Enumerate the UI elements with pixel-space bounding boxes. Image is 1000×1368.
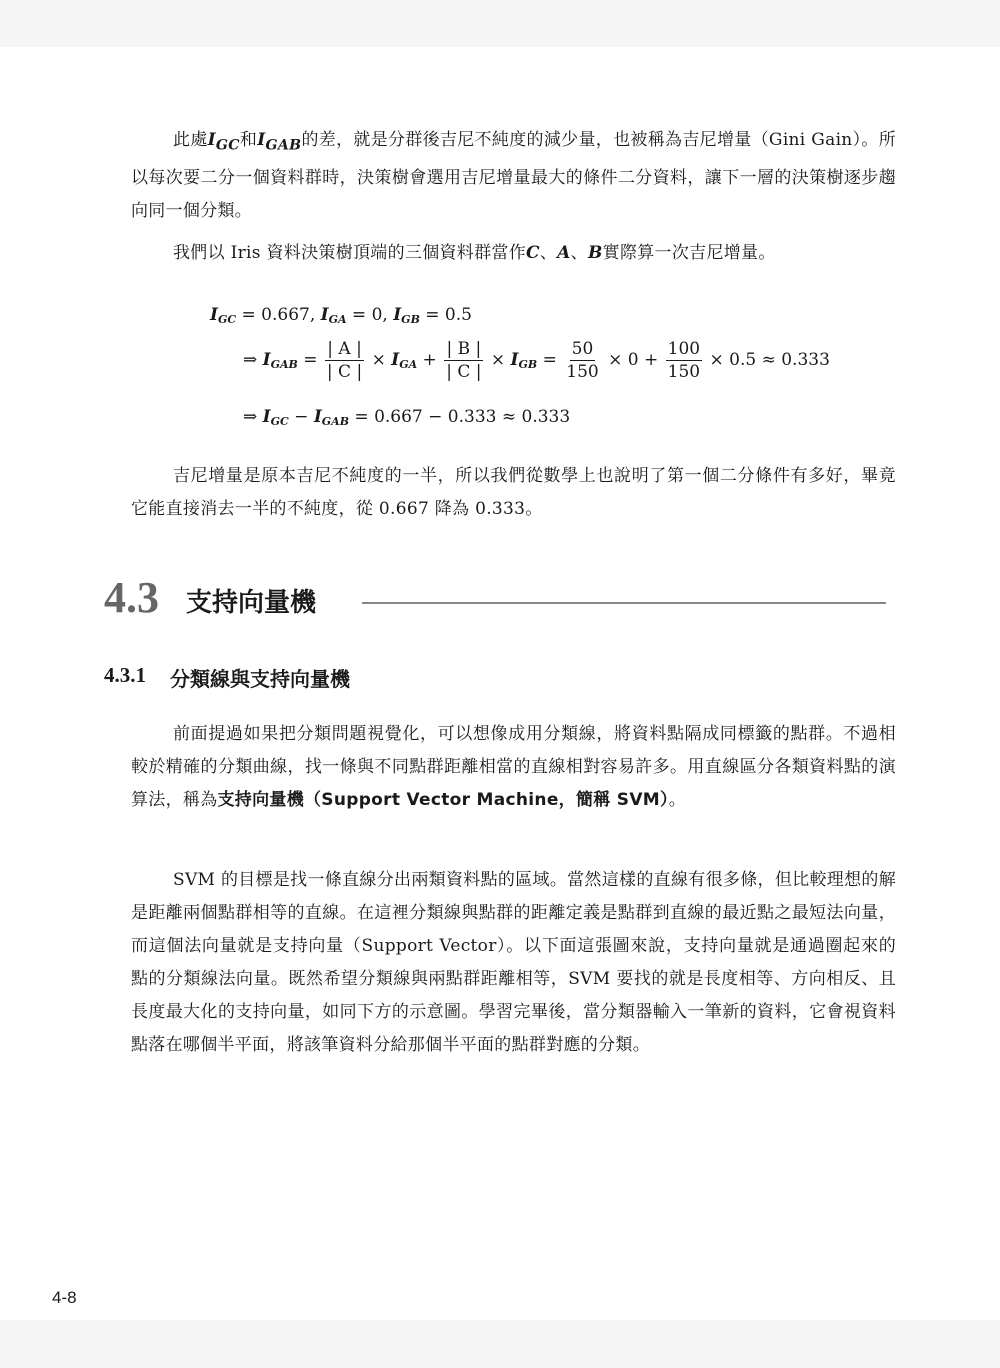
term-svm: 支持向量機（Support Vector Machine，簡稱 SVM） bbox=[217, 790, 669, 810]
paragraph-iris-example: 我們以 Iris 資料決策樹頂端的三個資料群當作C、A、B實際算一次吉尼增量。 bbox=[173, 243, 776, 263]
symbol-a: A bbox=[557, 243, 571, 263]
subsection-number: 4.3.1 bbox=[104, 663, 146, 687]
paragraph-gain-conclusion: 吉尼增量是原本吉尼不純度的一半，所以我們從數學上也說明了第一個二分條件有多好，畢竟它能直接消去一半的不純度，從 0.667 降為 0.333。 bbox=[131, 466, 896, 519]
paragraph-svm-intro: 前面提過如果把分類問題視覺化，可以想像成用分類線，將資料點隔成同標籤的點群。不過相較於精確的分類曲線，找一條與不同點群距離相當的直線相對容易許多。用直線區分各類資料點的演算法，稱為支持向量機（Support Vector Machine，簡稱 SVM）。 bbox=[131, 724, 896, 810]
page-number: 4-8 bbox=[52, 1288, 77, 1307]
text: 此處 bbox=[173, 130, 208, 150]
fraction-100-over-150: $\frac{100}{150}$ bbox=[667, 339, 701, 382]
bottom-margin-band bbox=[0, 1320, 1000, 1368]
section-title: 支持向量機 bbox=[186, 588, 317, 618]
equation-line-2: ⇒ $I_{GAB}$ = $\frac{| A |}{| C |}$ × $I_{GA}$ + $\frac{| B |}{| C |}$ × $I_{GB}$ = $\frac{50}{150}$ × 0 + $\frac{100}{150}$ × 0.5 ≈ 0.333 bbox=[243, 339, 830, 382]
top-margin-band bbox=[0, 0, 1000, 47]
paragraph-gini-gain bbox=[131, 124, 896, 228]
section-number: 4.3 bbox=[104, 573, 159, 622]
section-divider bbox=[362, 602, 886, 604]
fraction-a-over-c: $\frac{| A |}{| C |}$ bbox=[326, 339, 363, 382]
paragraph-svm-goal: SVM 的目標是找一條直線分出兩類資料點的區域。當然這樣的直線有很多條，但比較理想的解是距離兩個點群相等的直線。在這裡分類線與點群的距離定義是點群到直線的最近點之最短法向量，而這個法向量就是支持向量（Support Vector）。以下面這張圖來說，支持向量就是通過圈起來的點的分類線法向量。既然希望分類線與兩點群距離相等，SVM 要找的就是長度相等、方向相反、且長度最大化的支持向量，如同下方的示意圖。學習完畢後，當分類器輸入一筆新的資料，它會視資料點落在哪個半平面，將該筆資料分給那個半平面的點群對應的分類。 bbox=[131, 870, 896, 1055]
symbol-b: B bbox=[587, 243, 603, 263]
text: 的差，就是分群後吉尼不純度的減少量，也被稱為吉尼增量（Gini Gain）。所以每次要二分一個資料群時，決策樹會選用吉尼增量最大的條件二分資料，讓下一層的決策樹逐步趨向同一個分類。 bbox=[131, 130, 897, 222]
equation-line-3: ⇒ $I_{GC} - I_{GAB} = 0.667 - 0.333 \approx 0.333$ bbox=[243, 407, 571, 428]
fraction-b-over-c: $\frac{| B |}{| C |}$ bbox=[446, 339, 482, 382]
symbol-igc: $I_{GC}$ bbox=[207, 130, 240, 154]
fraction-50-over-150: $\frac{50}{150}$ bbox=[566, 339, 599, 382]
subsection-title: 分類線與支持向量機 bbox=[170, 667, 350, 691]
symbol-igab: $I_{GAB}$ bbox=[257, 130, 302, 154]
equation-line-1: $I_{GC} = 0.667$, $I_{GA} = 0$, $I_{GB} = 0.5$ bbox=[210, 305, 472, 326]
text: 和 bbox=[239, 130, 258, 150]
symbol-c: C bbox=[526, 243, 540, 263]
